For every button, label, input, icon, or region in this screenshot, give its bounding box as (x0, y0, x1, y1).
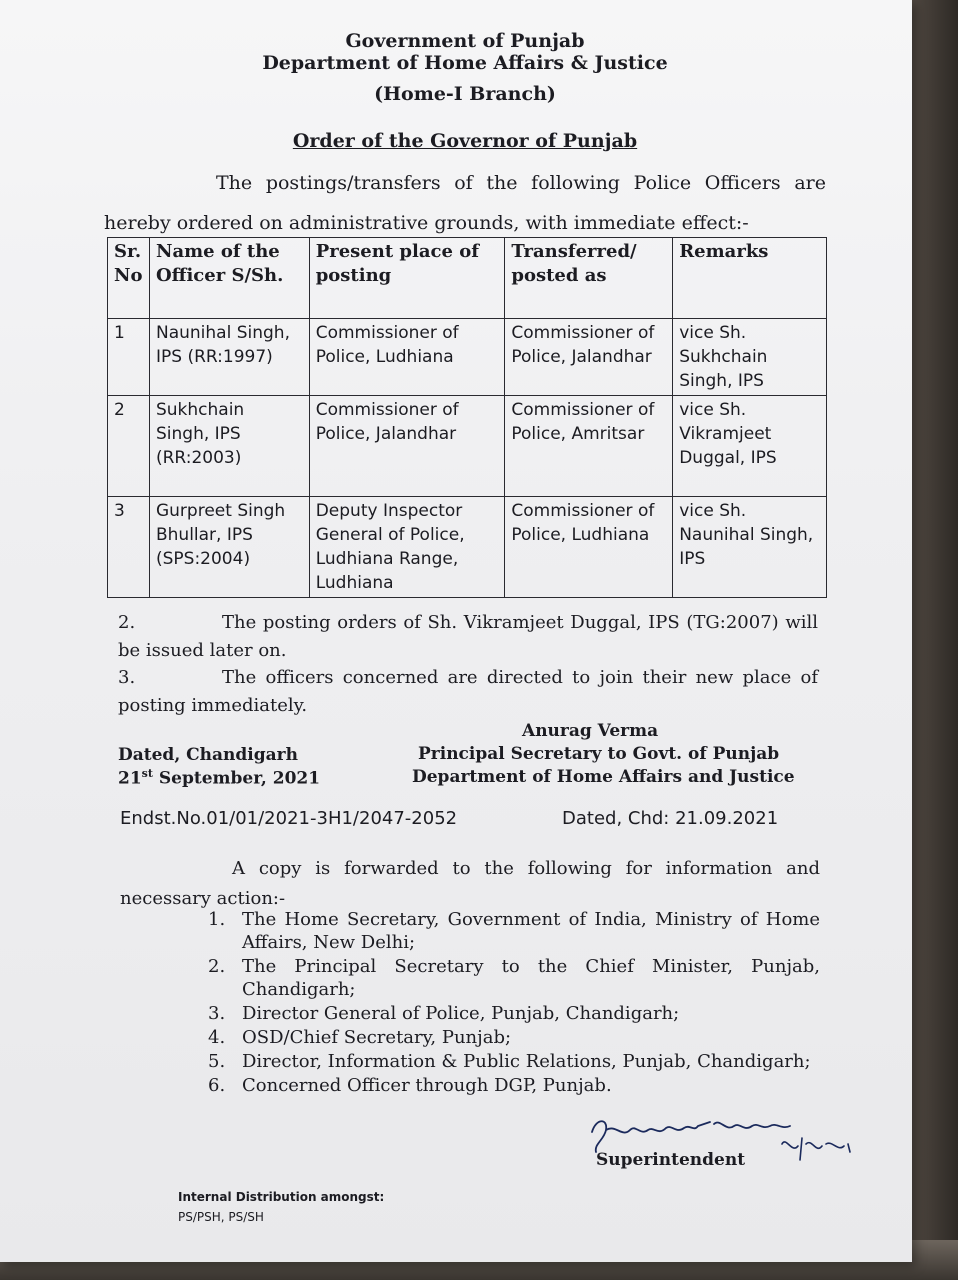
list-number: 4. (208, 1027, 226, 1048)
cell-transferred-as: Commissioner of Police, Amritsar (505, 396, 673, 497)
internal-distribution-list: PS/PSH, PS/SH (178, 1210, 264, 1224)
postings-table (107, 237, 827, 598)
list-text: The Home Secretary, Government of India, Ministry of Home Affairs, New Delhi; (242, 909, 820, 953)
header-branch: (Home-I Branch) (374, 83, 556, 105)
paragraph-number: 3. (118, 667, 136, 688)
list-text: Director, Information & Public Relations, Punjab, Chandigarh; (242, 1051, 811, 1072)
list-item (208, 1002, 820, 1025)
list-item (208, 1074, 820, 1097)
cell-transferred-as: Commissioner of Police, Jalandhar (505, 319, 673, 396)
paragraph-2 (118, 609, 818, 665)
dated-place: Dated, Chandigarh (118, 745, 298, 765)
endorsement-date: Dated, Chd: 21.09.2021 (562, 808, 779, 829)
cell-remarks: vice Sh. Sukhchain Singh, IPS (673, 319, 827, 396)
cell-present-posting: Deputy Inspector General of Police, Ludhiana Range, Ludhiana (309, 497, 505, 598)
signatory-department: Department of Home Affairs and Justice (412, 767, 795, 787)
header-government: Government of Punjab (345, 30, 585, 52)
intro-paragraph: The postings/transfers of the following Police Officers are hereby ordered on administrative grounds, with immediate effect:- (104, 172, 826, 234)
endorsement-number: Endst.No.01/01/2021-3H1/2047-2052 (120, 808, 458, 829)
header-officer-name: Name of the Officer S/Sh. (149, 238, 309, 319)
signatory-name: Anurag Verma (522, 721, 659, 741)
paragraph-number: 2. (118, 612, 136, 633)
dated-day-suffix: st (141, 767, 153, 780)
dated-day: 21 (118, 768, 142, 789)
cell-officer-name: Sukhchain Singh, IPS (RR:2003) (149, 396, 309, 497)
list-number: 5. (208, 1051, 226, 1072)
recipient-list (208, 908, 820, 1098)
cell-remarks: vice Sh. Vikramjeet Duggal, IPS (673, 396, 827, 497)
dated-month-year: September, 2021 (152, 768, 321, 789)
paragraph-3 (118, 664, 818, 720)
paragraph-text: The posting orders of Sh. Vikramjeet Duggal, IPS (TG:2007) will be issued later on. (118, 612, 818, 661)
list-text: Director General of Police, Punjab, Chandigarh; (242, 1003, 680, 1024)
list-number: 2. (208, 956, 226, 977)
list-text: OSD/Chief Secretary, Punjab; (242, 1027, 512, 1048)
superintendent-label: Superintendent (596, 1150, 746, 1170)
signatory-designation: Principal Secretary to Govt. of Punjab (418, 744, 780, 764)
list-item (208, 955, 820, 1001)
internal-distribution-label: Internal Distribution amongst: (178, 1190, 385, 1204)
list-text: Concerned Officer through DGP, Punjab. (242, 1075, 612, 1096)
table-row (108, 396, 827, 497)
header-remarks: Remarks (673, 238, 827, 319)
cell-present-posting: Commissioner of Police, Ludhiana (309, 319, 505, 396)
list-item (208, 908, 820, 954)
cell-officer-name: Naunihal Singh, IPS (RR:1997) (149, 319, 309, 396)
cell-remarks: vice Sh. Naunihal Singh, IPS (673, 497, 827, 598)
table-header-row (108, 238, 827, 319)
cell-sr-no: 2 (108, 396, 150, 497)
paragraph-text: The officers concerned are directed to join their new place of posting immediately. (118, 667, 818, 716)
list-item (208, 1050, 820, 1073)
table-row (108, 319, 827, 396)
list-text: The Principal Secretary to the Chief Minister, Punjab, Chandigarh; (242, 956, 820, 1000)
list-number: 3. (208, 1003, 226, 1024)
header-department: Department of Home Affairs & Justice (262, 52, 668, 74)
cell-present-posting: Commissioner of Police, Jalandhar (309, 396, 505, 497)
table-row (108, 497, 827, 598)
order-title: Order of the Governor of Punjab (292, 130, 638, 152)
list-number: 1. (208, 909, 226, 930)
cell-officer-name: Gurpreet Singh Bhullar, IPS (SPS:2004) (149, 497, 309, 598)
header-transferred-as: Transferred/ posted as (505, 238, 673, 319)
cell-transferred-as: Commissioner of Police, Ludhiana (505, 497, 673, 598)
cell-sr-no: 1 (108, 319, 150, 396)
header-sr-no: Sr. No (108, 238, 150, 319)
list-item (208, 1026, 820, 1049)
dated-date (118, 767, 320, 789)
header-present-posting: Present place of posting (309, 238, 505, 319)
cell-sr-no: 3 (108, 497, 150, 598)
list-number: 6. (208, 1075, 226, 1096)
copy-forward-intro: A copy is forwarded to the following for information and necessary action:- (120, 858, 820, 909)
